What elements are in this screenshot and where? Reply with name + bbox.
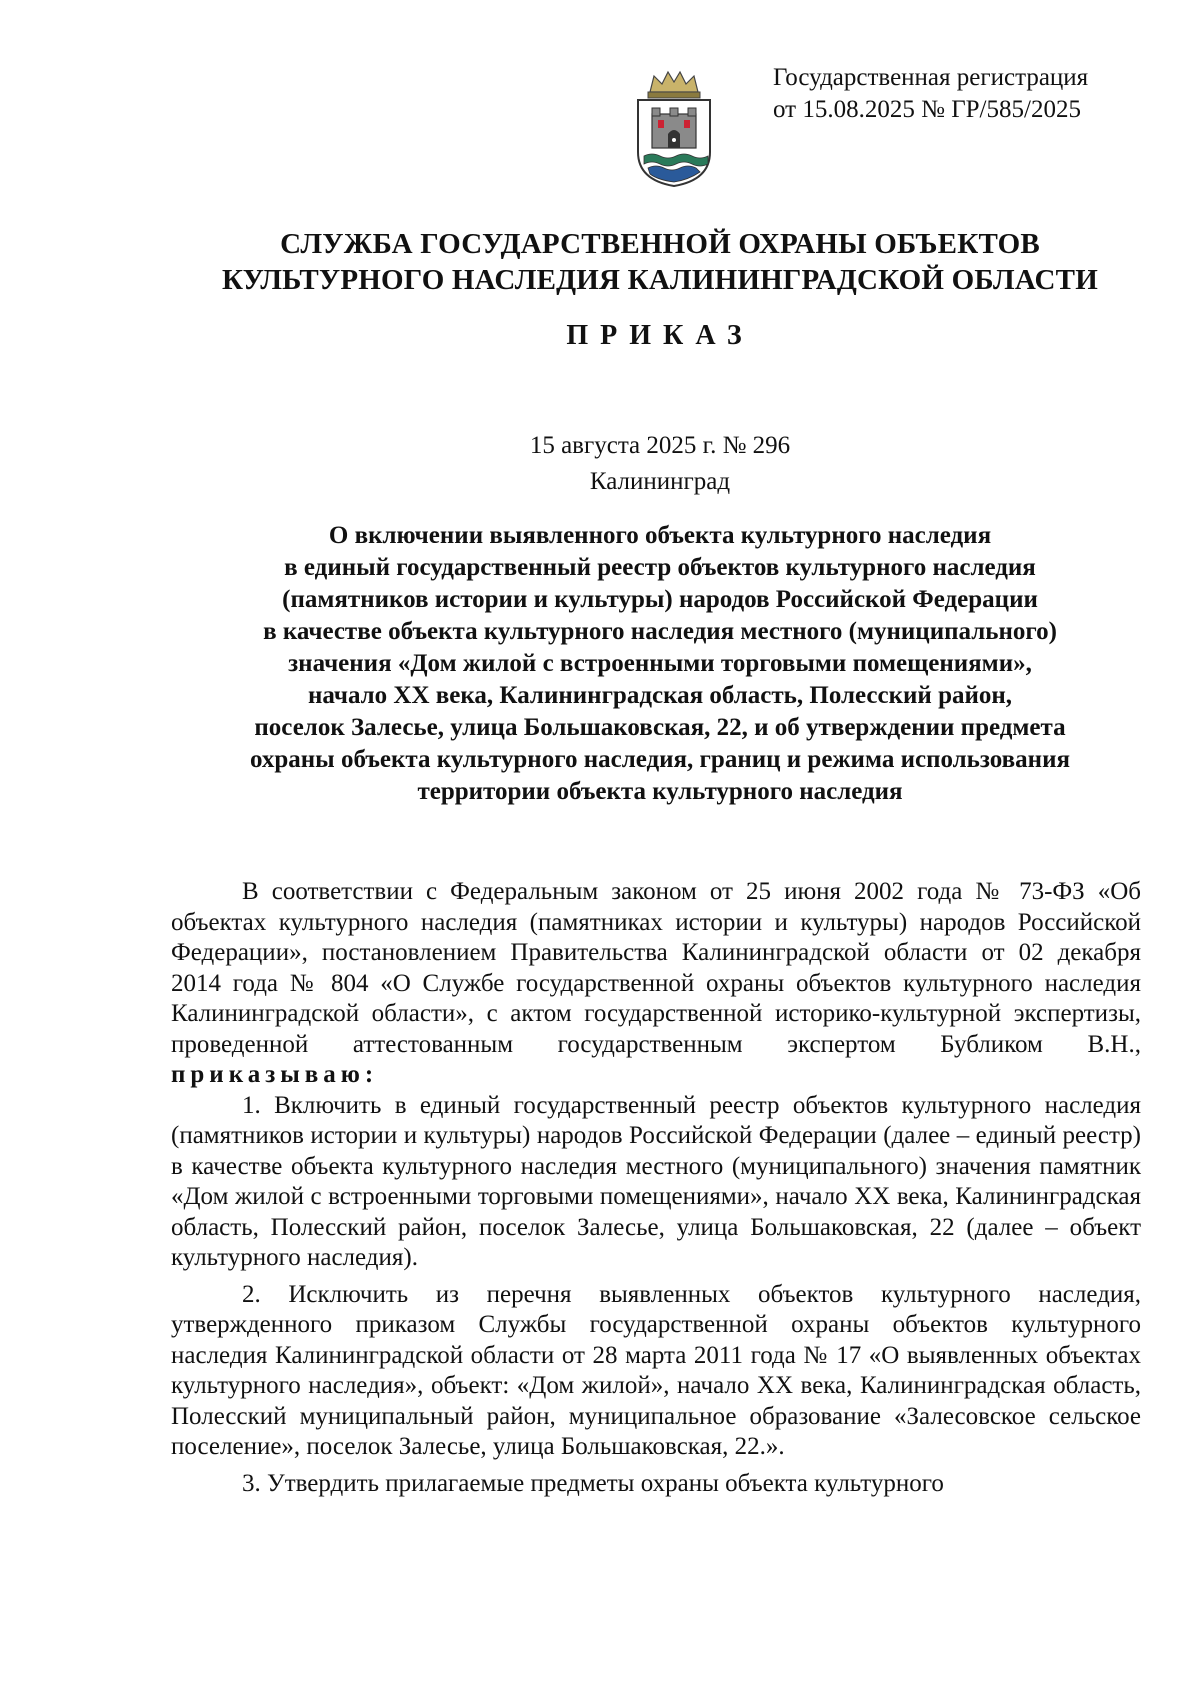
subject-line: начало XX века, Калининградская область, Полесский район, (307, 682, 1013, 709)
order-word: приказываю: (171, 1061, 379, 1088)
organization-title-line: СЛУЖБА ГОСУДАРСТВЕННОЙ ОХРАНЫ ОБЪЕКТОВ (280, 228, 1040, 260)
registration-number: от 15.08.2025 № ГР/585/2025 (773, 96, 1081, 123)
subject-line: поселок Залесье, улица Большаковская, 22, и об утверждении предмета (254, 714, 1066, 741)
subject-line: охраны объекта культурного наследия, границ и режима использования (249, 746, 1071, 773)
order-item-3: 3. Утвердить прилагаемые предметы охраны объекта культурного (242, 1469, 944, 1497)
subject-line: (памятников истории и культуры) народов Российской Федерации (282, 586, 1038, 613)
order-subject (160, 520, 1160, 808)
organization-title (120, 226, 1200, 298)
preamble-paragraph (171, 877, 1141, 1091)
order-item-2: 2. Исключить из перечня выявленных объектов культурного наследия, утвержденного приказом Службы государственной охраны объектов культурного наследия Калининградской области от 28 марта 2011 года № 17 «О выявленных объектах культурного наследия», объект: «Дом жилой», начало XX века, Калининградская область, Полесский муниципальный район, муниципальное образование «Залесовское сельское поселение», поселок Залесье, улица Большаковская, 22.». (171, 1280, 1141, 1460)
subject-line: в единый государственный реестр объектов культурного наследия (284, 554, 1036, 581)
order-date-number: 15 августа 2025 г. № 296 (529, 432, 791, 459)
registration-line: Государственная регистрация (773, 64, 1089, 91)
organization-title-line: КУЛЬТУРНОГО НАСЛЕДИЯ КАЛИНИНГРАДСКОЙ ОБЛАСТИ (222, 264, 1098, 296)
subject-line: значения «Дом жилой с встроенными торговыми помещениями», (288, 650, 1032, 677)
registration-stamp (773, 62, 1173, 126)
date-and-place (120, 428, 1200, 500)
order-city: Калининград (589, 468, 731, 495)
subject-line: в качестве объекта культурного наследия местного (муниципального) (263, 618, 1057, 645)
subject-line: О включении выявленного объекта культурного наследия (328, 522, 992, 549)
coat-of-arms-emblem (628, 70, 720, 188)
subject-line: территории объекта культурного наследия (417, 778, 903, 805)
order-item-1: 1. Включить в единый государственный реестр объектов культурного наследия (памятников истории и культуры) народов Российской Федерации (далее – единый реестр) в качестве объекта культурного наследия местного (муниципального) значения памятник «Дом жилой с встроенными торговыми помещениями», начало XX века, Калининградская область, Полесский район, поселок Залесье, улица Большаковская, 22 (далее – объект культурного наследия). (171, 1091, 1141, 1271)
document-type-heading: ПРИКАЗ (566, 320, 754, 351)
order-body (171, 877, 1141, 1499)
preamble-text: В соответствии с Федеральным законом от 25 июня 2002 года № 73-ФЗ «Об объектах культурного наследия (памятниках истории и культуры) народов Российской Федерации», постановлением Правительства Калининградской области от 02 декабря 2014 года № 804 «О Службе государственной охраны объектов культурного наследия Калининградской области», с актом государственной историко-культурной экспертизы, проведенной аттестованным государственным экспертом Бубликом В.Н., (171, 878, 1141, 1058)
